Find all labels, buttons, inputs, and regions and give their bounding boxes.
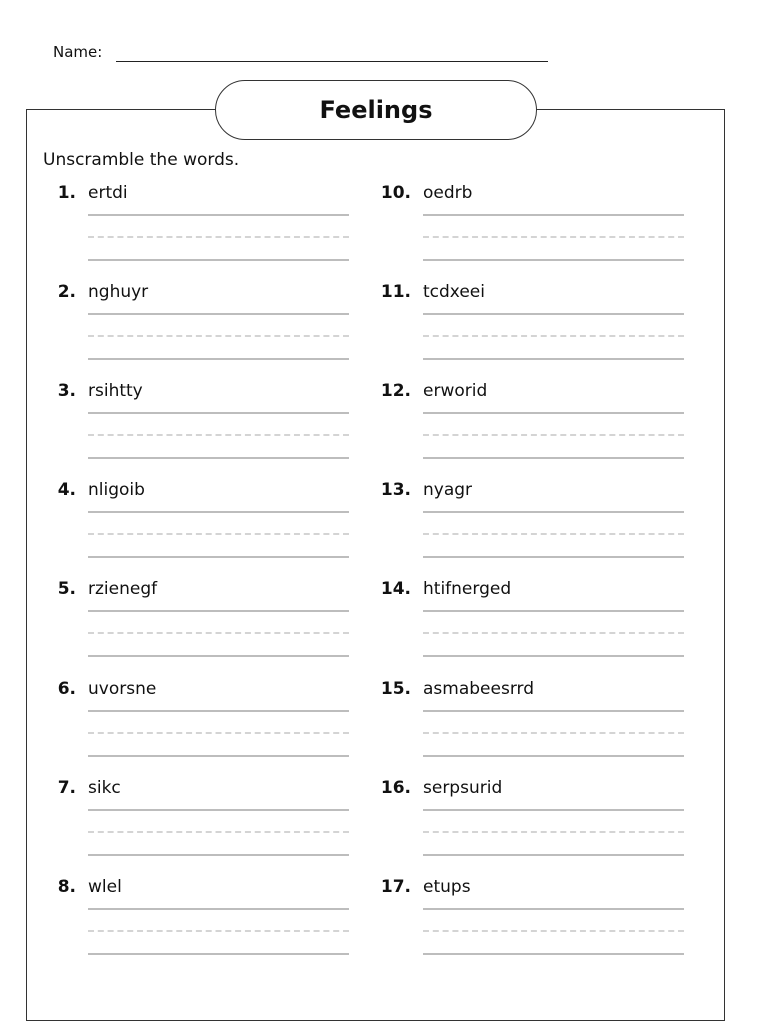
scramble-item bbox=[38, 579, 358, 669]
worksheet-title: Feelings bbox=[319, 96, 433, 124]
answer-writing-lines[interactable] bbox=[88, 313, 349, 363]
title-banner bbox=[215, 80, 537, 140]
scrambled-word: rsihtty bbox=[88, 381, 143, 401]
scramble-item bbox=[38, 480, 358, 570]
item-number: 12. bbox=[380, 381, 411, 401]
scrambled-word: nyagr bbox=[423, 480, 473, 500]
scramble-item bbox=[373, 579, 693, 669]
answer-writing-lines[interactable] bbox=[423, 710, 684, 760]
scrambled-word: etups bbox=[423, 877, 471, 897]
scrambled-word: erworid bbox=[423, 381, 488, 401]
scramble-item bbox=[38, 778, 358, 868]
answer-writing-lines[interactable] bbox=[423, 214, 684, 264]
item-number: 4. bbox=[57, 480, 76, 500]
item-number: 11. bbox=[380, 282, 411, 302]
scramble-item bbox=[38, 679, 358, 769]
answer-writing-lines[interactable] bbox=[423, 412, 684, 462]
scrambled-word: nligoib bbox=[88, 480, 145, 500]
answer-writing-lines[interactable] bbox=[423, 809, 684, 859]
item-number: 15. bbox=[380, 679, 411, 699]
answer-writing-lines[interactable] bbox=[423, 908, 684, 958]
scramble-item bbox=[373, 778, 693, 868]
item-number: 14. bbox=[380, 579, 411, 599]
answer-writing-lines[interactable] bbox=[423, 610, 684, 660]
scrambled-word: ertdi bbox=[88, 183, 128, 203]
name-answer-line[interactable] bbox=[116, 61, 548, 62]
item-number: 3. bbox=[57, 381, 76, 401]
answer-writing-lines[interactable] bbox=[88, 908, 349, 958]
name-label: Name: bbox=[53, 43, 103, 61]
scramble-item bbox=[373, 282, 693, 372]
name-field[interactable] bbox=[53, 43, 548, 65]
scrambled-word: oedrb bbox=[423, 183, 473, 203]
scramble-item bbox=[373, 381, 693, 471]
scrambled-word: nghuyr bbox=[88, 282, 149, 302]
scrambled-word: serpsurid bbox=[423, 778, 503, 798]
scramble-item bbox=[38, 877, 358, 967]
scramble-item bbox=[373, 877, 693, 967]
scrambled-word: tcdxeei bbox=[423, 282, 485, 302]
item-number: 1. bbox=[57, 183, 76, 203]
item-number: 8. bbox=[57, 877, 76, 897]
item-number: 16. bbox=[380, 778, 411, 798]
scrambled-word: sikc bbox=[88, 778, 121, 798]
answer-writing-lines[interactable] bbox=[88, 511, 349, 561]
answer-writing-lines[interactable] bbox=[423, 313, 684, 363]
scramble-item bbox=[38, 183, 358, 273]
answer-writing-lines[interactable] bbox=[88, 214, 349, 264]
scramble-item bbox=[38, 381, 358, 471]
item-number: 2. bbox=[57, 282, 76, 302]
item-number: 17. bbox=[380, 877, 411, 897]
answer-writing-lines[interactable] bbox=[88, 412, 349, 462]
item-number: 7. bbox=[57, 778, 76, 798]
item-number: 5. bbox=[57, 579, 76, 599]
scrambled-word: wlel bbox=[88, 877, 122, 897]
scrambled-word: rzienegf bbox=[88, 579, 158, 599]
scramble-item bbox=[373, 183, 693, 273]
scrambled-word: htifnerged bbox=[423, 579, 512, 599]
item-number: 10. bbox=[380, 183, 411, 203]
answer-writing-lines[interactable] bbox=[88, 809, 349, 859]
item-number: 13. bbox=[380, 480, 411, 500]
scramble-item bbox=[373, 679, 693, 769]
answer-writing-lines[interactable] bbox=[88, 710, 349, 760]
scrambled-word: asmabeesrrd bbox=[423, 679, 534, 699]
scramble-item bbox=[38, 282, 358, 372]
instructions: Unscramble the words. bbox=[43, 150, 240, 170]
answer-writing-lines[interactable] bbox=[88, 610, 349, 660]
scramble-item bbox=[373, 480, 693, 570]
scrambled-word: uvorsne bbox=[88, 679, 157, 699]
item-number: 6. bbox=[57, 679, 76, 699]
answer-writing-lines[interactable] bbox=[423, 511, 684, 561]
